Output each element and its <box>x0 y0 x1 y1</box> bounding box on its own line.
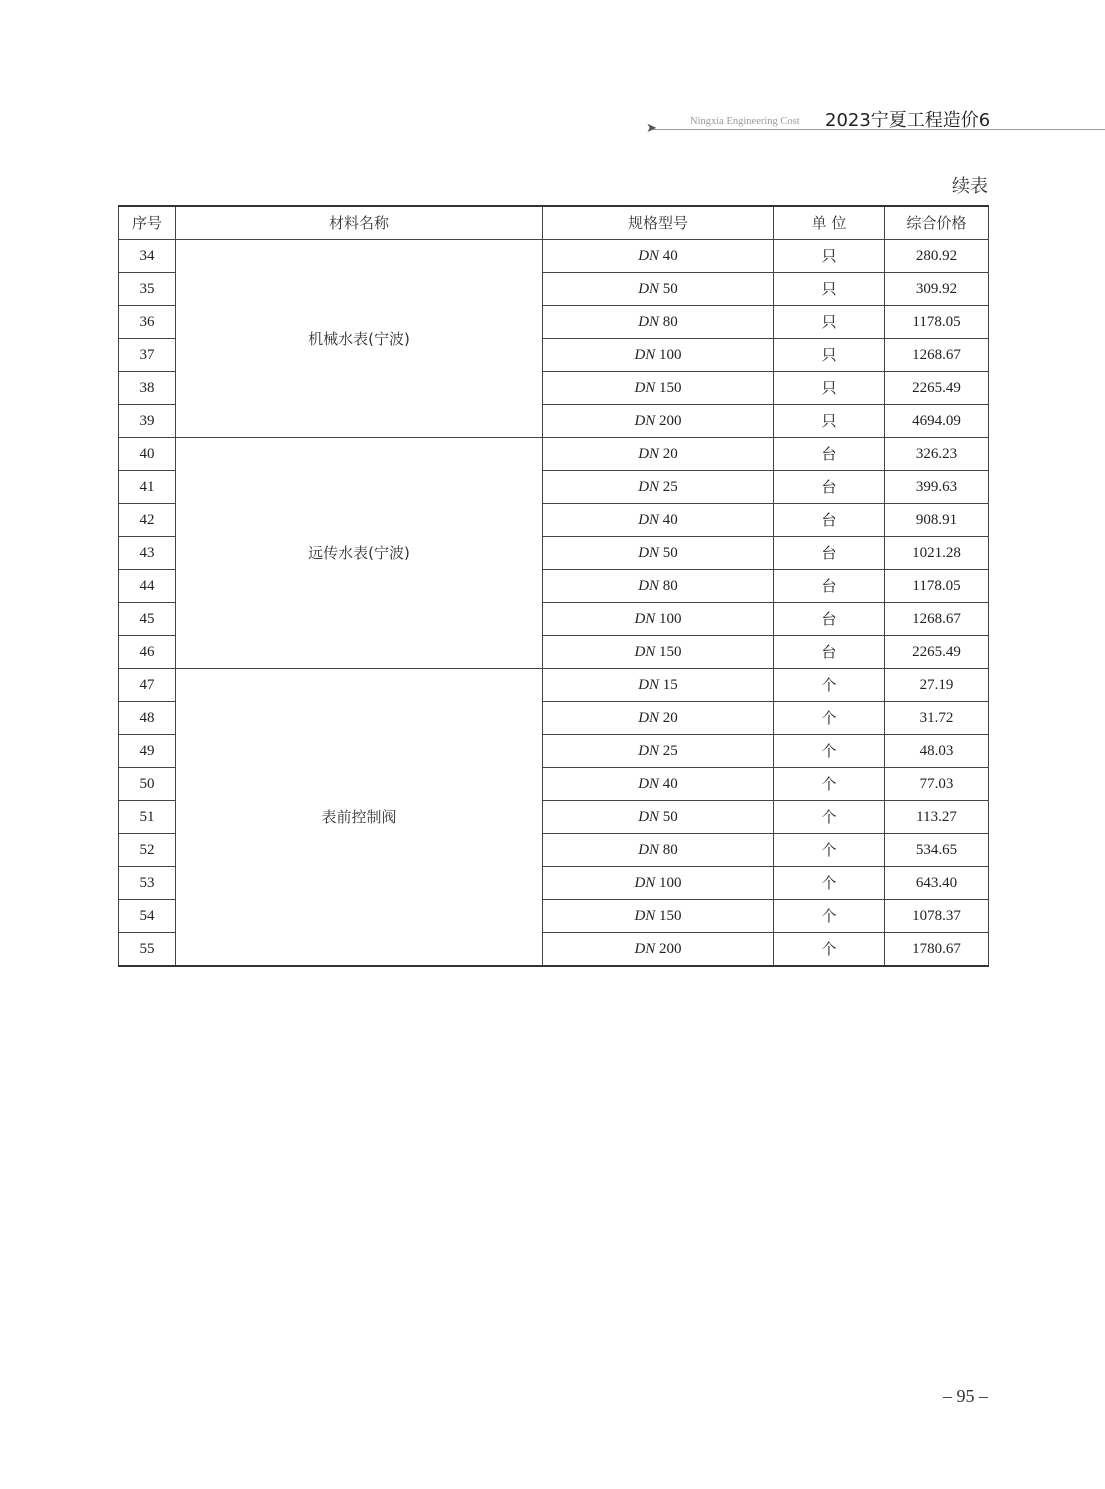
cell-unit: 个 <box>774 702 885 735</box>
cell-spec-model <box>543 570 774 603</box>
cell-spec-model <box>543 273 774 306</box>
cell-material-name: 机械水表(宁波) <box>176 240 543 438</box>
cell-spec-model <box>543 438 774 471</box>
cell-serial-no: 50 <box>119 768 176 801</box>
spec-prefix: DN <box>638 512 660 528</box>
cell-serial-no: 40 <box>119 438 176 471</box>
spec-prefix: DN <box>634 908 656 924</box>
cell-serial-no: 46 <box>119 636 176 669</box>
spec-prefix: DN <box>638 281 660 297</box>
cell-spec-model <box>543 900 774 933</box>
cell-price: 4694.09 <box>885 405 989 438</box>
cell-spec-model <box>543 867 774 900</box>
spec-prefix: DN <box>638 578 660 594</box>
price-table <box>118 205 989 967</box>
cell-unit: 个 <box>774 801 885 834</box>
spec-prefix: DN <box>634 380 656 396</box>
spec-size: 200 <box>659 941 682 957</box>
spec-size: 150 <box>659 380 682 396</box>
cell-spec-model <box>543 768 774 801</box>
spec-prefix: DN <box>638 545 660 561</box>
spec-size: 80 <box>662 314 678 330</box>
cell-spec-model <box>543 603 774 636</box>
table-header-row <box>119 206 989 240</box>
spec-prefix: DN <box>638 248 660 264</box>
spec-size: 25 <box>662 479 678 495</box>
cell-spec-model <box>543 471 774 504</box>
spec-size: 80 <box>662 842 678 858</box>
cell-spec-model <box>543 405 774 438</box>
spec-prefix: DN <box>638 710 660 726</box>
spec-size: 15 <box>662 677 678 693</box>
cell-spec-model <box>543 240 774 273</box>
continued-label: 续表 <box>952 176 988 197</box>
spec-prefix: DN <box>634 347 656 363</box>
cell-spec-model <box>543 537 774 570</box>
cell-price: 31.72 <box>885 702 989 735</box>
spec-size: 80 <box>662 578 678 594</box>
cell-price: 1178.05 <box>885 306 989 339</box>
spec-size: 20 <box>662 710 678 726</box>
cell-spec-model <box>543 339 774 372</box>
header-price: 综合价格 <box>885 206 989 240</box>
cell-unit: 只 <box>774 405 885 438</box>
spec-prefix: DN <box>634 941 656 957</box>
cell-serial-no: 53 <box>119 867 176 900</box>
cell-unit: 台 <box>774 438 885 471</box>
cell-price: 643.40 <box>885 867 989 900</box>
cell-spec-model <box>543 702 774 735</box>
spec-size: 100 <box>659 611 682 627</box>
cell-serial-no: 47 <box>119 669 176 702</box>
cell-price: 1780.67 <box>885 933 989 967</box>
cell-unit: 台 <box>774 603 885 636</box>
cell-price: 1178.05 <box>885 570 989 603</box>
cell-serial-no: 54 <box>119 900 176 933</box>
spec-prefix: DN <box>634 875 656 891</box>
spec-size: 40 <box>662 512 678 528</box>
spec-prefix: DN <box>638 809 660 825</box>
cell-spec-model <box>543 933 774 967</box>
cell-price: 77.03 <box>885 768 989 801</box>
cell-unit: 个 <box>774 768 885 801</box>
spec-size: 50 <box>662 281 678 297</box>
cell-price: 1268.67 <box>885 339 989 372</box>
spec-prefix: DN <box>638 776 660 792</box>
cell-spec-model <box>543 735 774 768</box>
cell-unit: 只 <box>774 273 885 306</box>
cell-serial-no: 37 <box>119 339 176 372</box>
spec-prefix: DN <box>638 314 660 330</box>
spec-prefix: DN <box>634 413 656 429</box>
cell-spec-model <box>543 636 774 669</box>
cell-spec-model <box>543 372 774 405</box>
table-row <box>119 240 989 273</box>
cell-price: 326.23 <box>885 438 989 471</box>
spec-size: 200 <box>659 413 682 429</box>
header-serial-no: 序号 <box>119 206 176 240</box>
spec-size: 20 <box>662 446 678 462</box>
cell-price: 48.03 <box>885 735 989 768</box>
spec-prefix: DN <box>634 644 656 660</box>
cell-unit: 个 <box>774 735 885 768</box>
cell-price: 1268.67 <box>885 603 989 636</box>
page-number: – 95 – <box>943 1386 988 1406</box>
spec-prefix: DN <box>638 677 660 693</box>
spec-prefix: DN <box>634 611 656 627</box>
cell-material-name: 表前控制阀 <box>176 669 543 967</box>
cell-serial-no: 34 <box>119 240 176 273</box>
cell-price: 534.65 <box>885 834 989 867</box>
cell-unit: 台 <box>774 504 885 537</box>
spec-size: 100 <box>659 347 682 363</box>
cell-unit: 个 <box>774 900 885 933</box>
cell-serial-no: 39 <box>119 405 176 438</box>
spec-size: 50 <box>662 545 678 561</box>
arrow-left-icon: ➤ <box>646 121 657 136</box>
cell-unit: 台 <box>774 537 885 570</box>
cell-spec-model <box>543 801 774 834</box>
cell-spec-model <box>543 504 774 537</box>
cell-serial-no: 41 <box>119 471 176 504</box>
cell-price: 113.27 <box>885 801 989 834</box>
cell-price: 2265.49 <box>885 636 989 669</box>
cell-price: 399.63 <box>885 471 989 504</box>
cell-serial-no: 35 <box>119 273 176 306</box>
spec-size: 150 <box>659 644 682 660</box>
cell-price: 309.92 <box>885 273 989 306</box>
cell-serial-no: 48 <box>119 702 176 735</box>
cell-spec-model <box>543 306 774 339</box>
cell-material-name: 远传水表(宁波) <box>176 438 543 669</box>
header-material-name: 材料名称 <box>176 206 543 240</box>
spec-prefix: DN <box>638 842 660 858</box>
cell-unit: 只 <box>774 372 885 405</box>
cell-serial-no: 51 <box>119 801 176 834</box>
cell-price: 2265.49 <box>885 372 989 405</box>
spec-size: 150 <box>659 908 682 924</box>
cell-price: 1021.28 <box>885 537 989 570</box>
running-header <box>640 105 1105 135</box>
cell-price: 1078.37 <box>885 900 989 933</box>
cell-unit: 个 <box>774 669 885 702</box>
cell-unit: 个 <box>774 834 885 867</box>
cell-serial-no: 49 <box>119 735 176 768</box>
cell-unit: 台 <box>774 570 885 603</box>
cell-spec-model <box>543 834 774 867</box>
cell-unit: 只 <box>774 240 885 273</box>
table-row <box>119 438 989 471</box>
cell-serial-no: 36 <box>119 306 176 339</box>
cell-unit: 只 <box>774 339 885 372</box>
header-english-title: Ningxia Engineering Cost <box>690 116 800 127</box>
cell-price: 27.19 <box>885 669 989 702</box>
spec-size: 40 <box>662 776 678 792</box>
cell-serial-no: 45 <box>119 603 176 636</box>
cell-spec-model <box>543 669 774 702</box>
cell-price: 908.91 <box>885 504 989 537</box>
cell-unit: 台 <box>774 636 885 669</box>
header-unit: 单 位 <box>774 206 885 240</box>
cell-serial-no: 38 <box>119 372 176 405</box>
table-row <box>119 669 989 702</box>
cell-unit: 个 <box>774 867 885 900</box>
spec-size: 50 <box>662 809 678 825</box>
cell-serial-no: 42 <box>119 504 176 537</box>
table-body <box>119 240 989 967</box>
spec-size: 100 <box>659 875 682 891</box>
cell-serial-no: 43 <box>119 537 176 570</box>
spec-prefix: DN <box>638 743 660 759</box>
header-chinese-title: 2023宁夏工程造价6 <box>825 110 991 131</box>
cell-unit: 个 <box>774 933 885 967</box>
spec-size: 25 <box>662 743 678 759</box>
header-spec-model: 规格型号 <box>543 206 774 240</box>
cell-unit: 只 <box>774 306 885 339</box>
cell-price: 280.92 <box>885 240 989 273</box>
spec-size: 40 <box>662 248 678 264</box>
cell-serial-no: 55 <box>119 933 176 967</box>
spec-prefix: DN <box>638 446 660 462</box>
spec-prefix: DN <box>638 479 660 495</box>
cell-serial-no: 52 <box>119 834 176 867</box>
cell-unit: 台 <box>774 471 885 504</box>
cell-serial-no: 44 <box>119 570 176 603</box>
